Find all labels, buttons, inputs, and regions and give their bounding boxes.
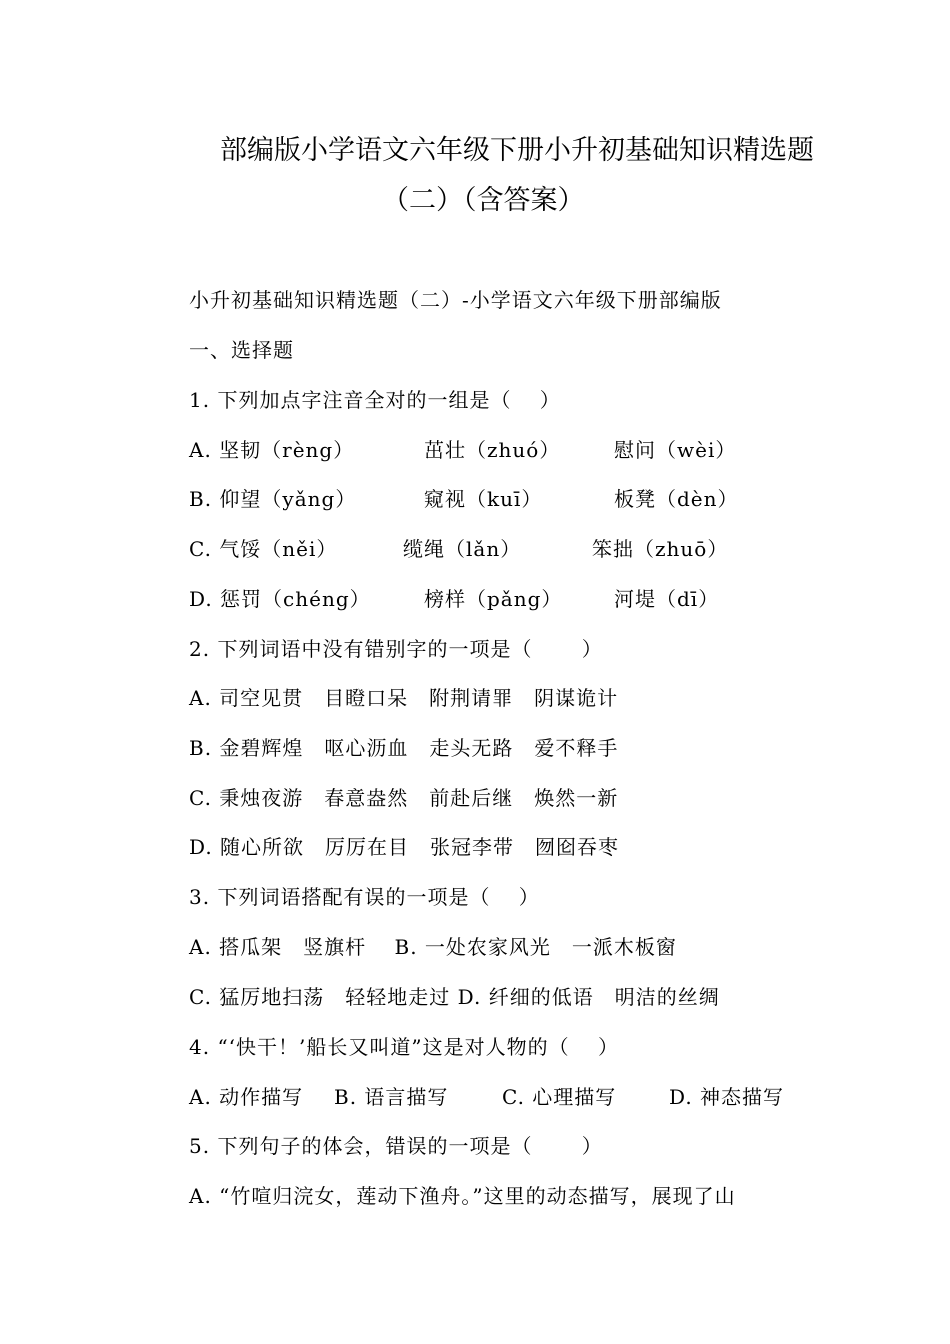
option-text: D. 惩罚（chéng）: [189, 587, 371, 611]
question-1-stem: 1. 下列加点字注音全对的一组是（ ）: [189, 388, 561, 412]
option-text: 笨拙（zhuō）: [592, 537, 729, 561]
document-title-line2: （二）（含答案）: [382, 185, 585, 216]
option-text: D. 神态描写: [669, 1085, 785, 1109]
question-3-stem: 3. 下列词语搭配有误的一项是（ ）: [189, 885, 540, 909]
question-5-stem: 5. 下列句子的体会，错误的一项是（ ）: [189, 1134, 603, 1158]
option-text: C. 心理描写: [502, 1085, 617, 1109]
option-text: 茁壮（zhuó）: [424, 438, 561, 462]
option-text: 缆绳（lǎn）: [403, 537, 522, 561]
question-2-stem: 2. 下列词语中没有错别字的一项是（ ）: [189, 637, 603, 661]
question-3-options-cd: C. 猛厉地扫荡 轻轻地走过 D. 纤细的低语 明洁的丝绸: [189, 985, 720, 1009]
question-2-option-a: A. 司空见贯 目瞪口呆 附荆请罪 阴谋诡计: [189, 686, 619, 710]
option-text: 榜样（pǎng）: [424, 587, 563, 611]
document-title-line1: 部编版小学语文六年级下册小升初基础知识精选题: [220, 135, 814, 166]
option-text: A. 动作描写: [189, 1085, 304, 1109]
question-4-stem: 4. “‘快干！’船长又叫道”这是对人物的（ ）: [189, 1035, 619, 1059]
question-2-option-d: D. 随心所欲 厉厉在目 张冠李带 囫囵吞枣: [189, 835, 620, 859]
option-text: B. 仰望（yǎng）: [189, 487, 357, 511]
section-heading: 一、选择题: [189, 338, 294, 362]
option-text: 板凳（dèn）: [614, 487, 739, 511]
option-text: C. 气馁（něi）: [189, 537, 338, 561]
option-text: 河堤（dī）: [614, 587, 720, 611]
option-text: B. 语言描写: [334, 1085, 449, 1109]
option-text: 慰问（wèi）: [614, 438, 737, 462]
question-5-option-a: A. “竹喧归浣女，莲动下渔舟。”这里的动态描写，展现了山: [189, 1184, 736, 1208]
option-text: A. 坚韧（rèng）: [189, 438, 355, 462]
question-2-option-c: C. 秉烛夜游 春意盎然 前赴后继 焕然一新: [189, 786, 619, 810]
document-subtitle: 小升初基础知识精选题（二）-小学语文六年级下册部编版: [189, 288, 722, 312]
question-3-options-ab: A. 搭瓜架 竖旗杆 B. 一处农家风光 一派木板窗: [189, 935, 677, 959]
question-2-option-b: B. 金碧辉煌 呕心沥血 走头无路 爱不释手: [189, 736, 619, 760]
option-text: 窥视（kuī）: [424, 487, 543, 511]
